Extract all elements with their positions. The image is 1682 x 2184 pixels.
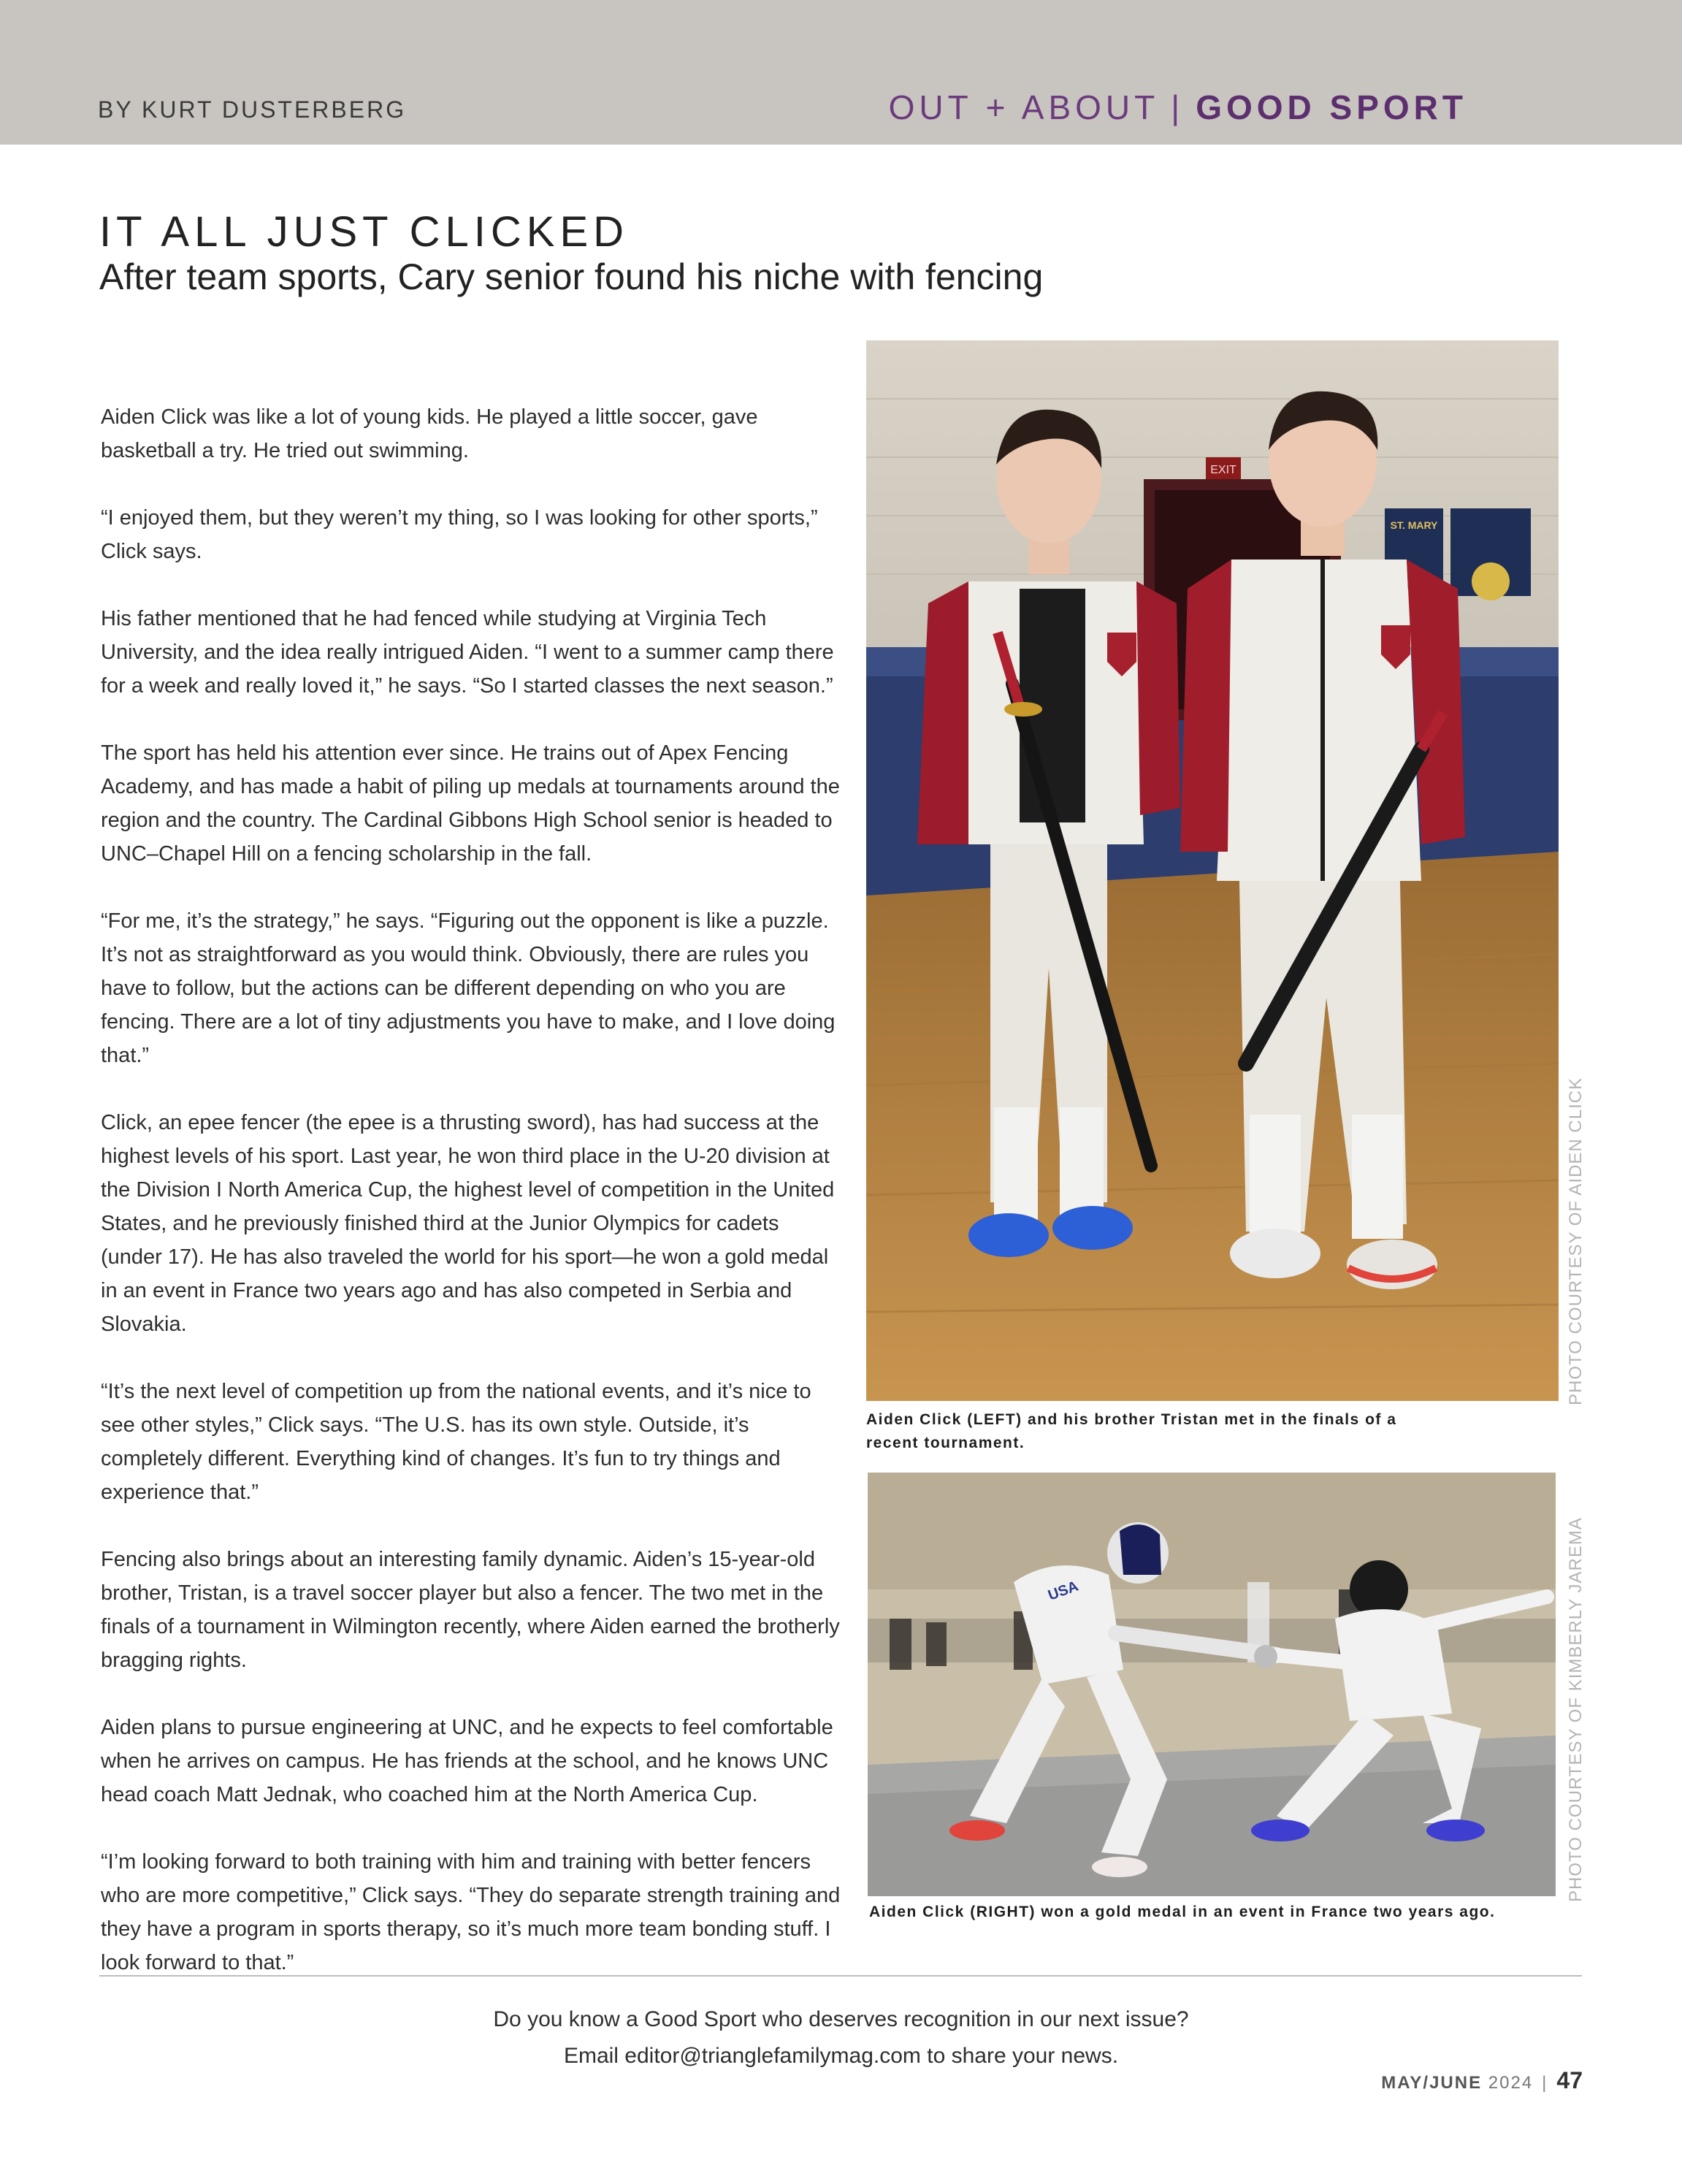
photo-brothers bbox=[866, 340, 1559, 1401]
paragraph: “For me, it’s the strategy,” he says. “Figuring out the opponent is like a puzzle. It’s not as straightforward as you would think. Obviously, there are rules you have to follow, but the actions can be different depending on who you are fencing. There are a lot of tiny adjustments you have to make, and I love doing that.” bbox=[101, 909, 836, 1067]
paragraph: Click, an epee fencer (the epee is a thrusting sword), has had success at the highest levels of his sport. Last year, he won third place in the U-20 division at the Division I North America Cup, the highest level of competition in the United States, and he previously finished third at the Junior Olympics for cadets (under 17). He has also traveled the world for his sport—he won a gold medal in an event in France two years ago and has also competed in Serbia and Slovakia. bbox=[101, 1111, 835, 1336]
footer-callout bbox=[0, 2001, 1682, 2074]
issue-year: 2024 bbox=[1488, 2073, 1534, 2093]
byline: BY KURT DUSTERBERG bbox=[98, 96, 407, 123]
column-name: GOOD SPORT bbox=[1196, 88, 1467, 126]
section-name: OUT + ABOUT bbox=[888, 88, 1160, 126]
article-dek: After team sports, Cary senior found his niche with fencing bbox=[99, 256, 1044, 297]
paragraph: Aiden plans to pursue engineering at UNC, and he expects to feel comfortable when he arrives on campus. He has friends at the school, and he knows UNC head coach Matt Jednak, who coached him at the North America Cup. bbox=[101, 1716, 833, 1806]
photo-brothers-illustration bbox=[866, 340, 1559, 1401]
section-label bbox=[889, 88, 1467, 127]
page-folio bbox=[1381, 2067, 1583, 2094]
paragraph: “It’s the next level of competition up from the national events, and it’s nice to see other styles,” Click says. “The U.S. has its own style. Outside, it’s completely different. Everything kind of changes. It’s fun to try things and experience that.” bbox=[101, 1380, 811, 1504]
paragraph: The sport has held his attention ever since. He trains out of Apex Fencing Academy, and has made a habit of piling up medals at tournaments around the region and the country. The Cardinal Gibbons High School senior is headed to UNC–Chapel Hill on a fencing scholarship in the fall. bbox=[101, 741, 840, 866]
footer-line: Do you know a Good Sport who deserves recognition in our next issue? bbox=[493, 2007, 1189, 2031]
photo-bout bbox=[868, 1473, 1556, 1896]
paragraph: “I enjoyed them, but they weren’t my thing, so I was looking for other sports,” Click says. bbox=[101, 506, 818, 563]
section-separator: | bbox=[1171, 88, 1185, 126]
folio-separator: | bbox=[1542, 2073, 1548, 2093]
photo-bout-illustration bbox=[868, 1473, 1556, 1896]
photo-caption: Aiden Click (RIGHT) won a gold medal in an event in France two years ago. bbox=[869, 1904, 1496, 1920]
page-number: 47 bbox=[1556, 2067, 1583, 2093]
paragraph: His father mentioned that he had fenced while studying at Virginia Tech University, and the idea really intrigued Aiden. “I went to a summer camp there for a week and really loved it,” he says. “So I started classes the next season.” bbox=[101, 607, 834, 698]
footer-divider bbox=[99, 1975, 1582, 1977]
photo-credit: PHOTO COURTESY OF KIMBERLY JAREMA bbox=[1566, 1517, 1586, 1902]
banner-text: ST. MARY bbox=[1390, 519, 1438, 531]
footer-line: Email editor@trianglefamilymag.com to share your news. bbox=[563, 2044, 1119, 2068]
paragraph: “I’m looking forward to both training with him and training with better fencers who are more competitive,” Click says. “They do separate strength training and they have a program in sports therapy, so it’s much more team bonding stuff. I look forward to that.” bbox=[101, 1850, 841, 1974]
article-body bbox=[101, 400, 846, 2013]
exit-sign-text: EXIT bbox=[1210, 464, 1236, 476]
article-headline: IT ALL JUST CLICKED bbox=[99, 208, 630, 256]
photo-credit: PHOTO COURTESY OF AIDEN CLICK bbox=[1566, 1077, 1586, 1405]
paragraph: Fencing also brings about an interesting family dynamic. Aiden’s 15-year-old brother, Tristan, is a travel soccer player but also a fencer. The two met in the finals of a tournament in Wilmington recently, where Aiden earned the brotherly bragging rights. bbox=[101, 1548, 840, 1672]
issue-label: MAY/JUNE bbox=[1381, 2073, 1483, 2093]
photo-caption: Aiden Click (LEFT) and his brother Tristan met in the finals of a recent tournament. bbox=[866, 1411, 1397, 1451]
paragraph: Aiden Click was like a lot of young kids. He played a little soccer, gave basketball a try. He tried out swimming. bbox=[101, 405, 758, 462]
jersey-text: USA bbox=[1046, 1578, 1081, 1604]
